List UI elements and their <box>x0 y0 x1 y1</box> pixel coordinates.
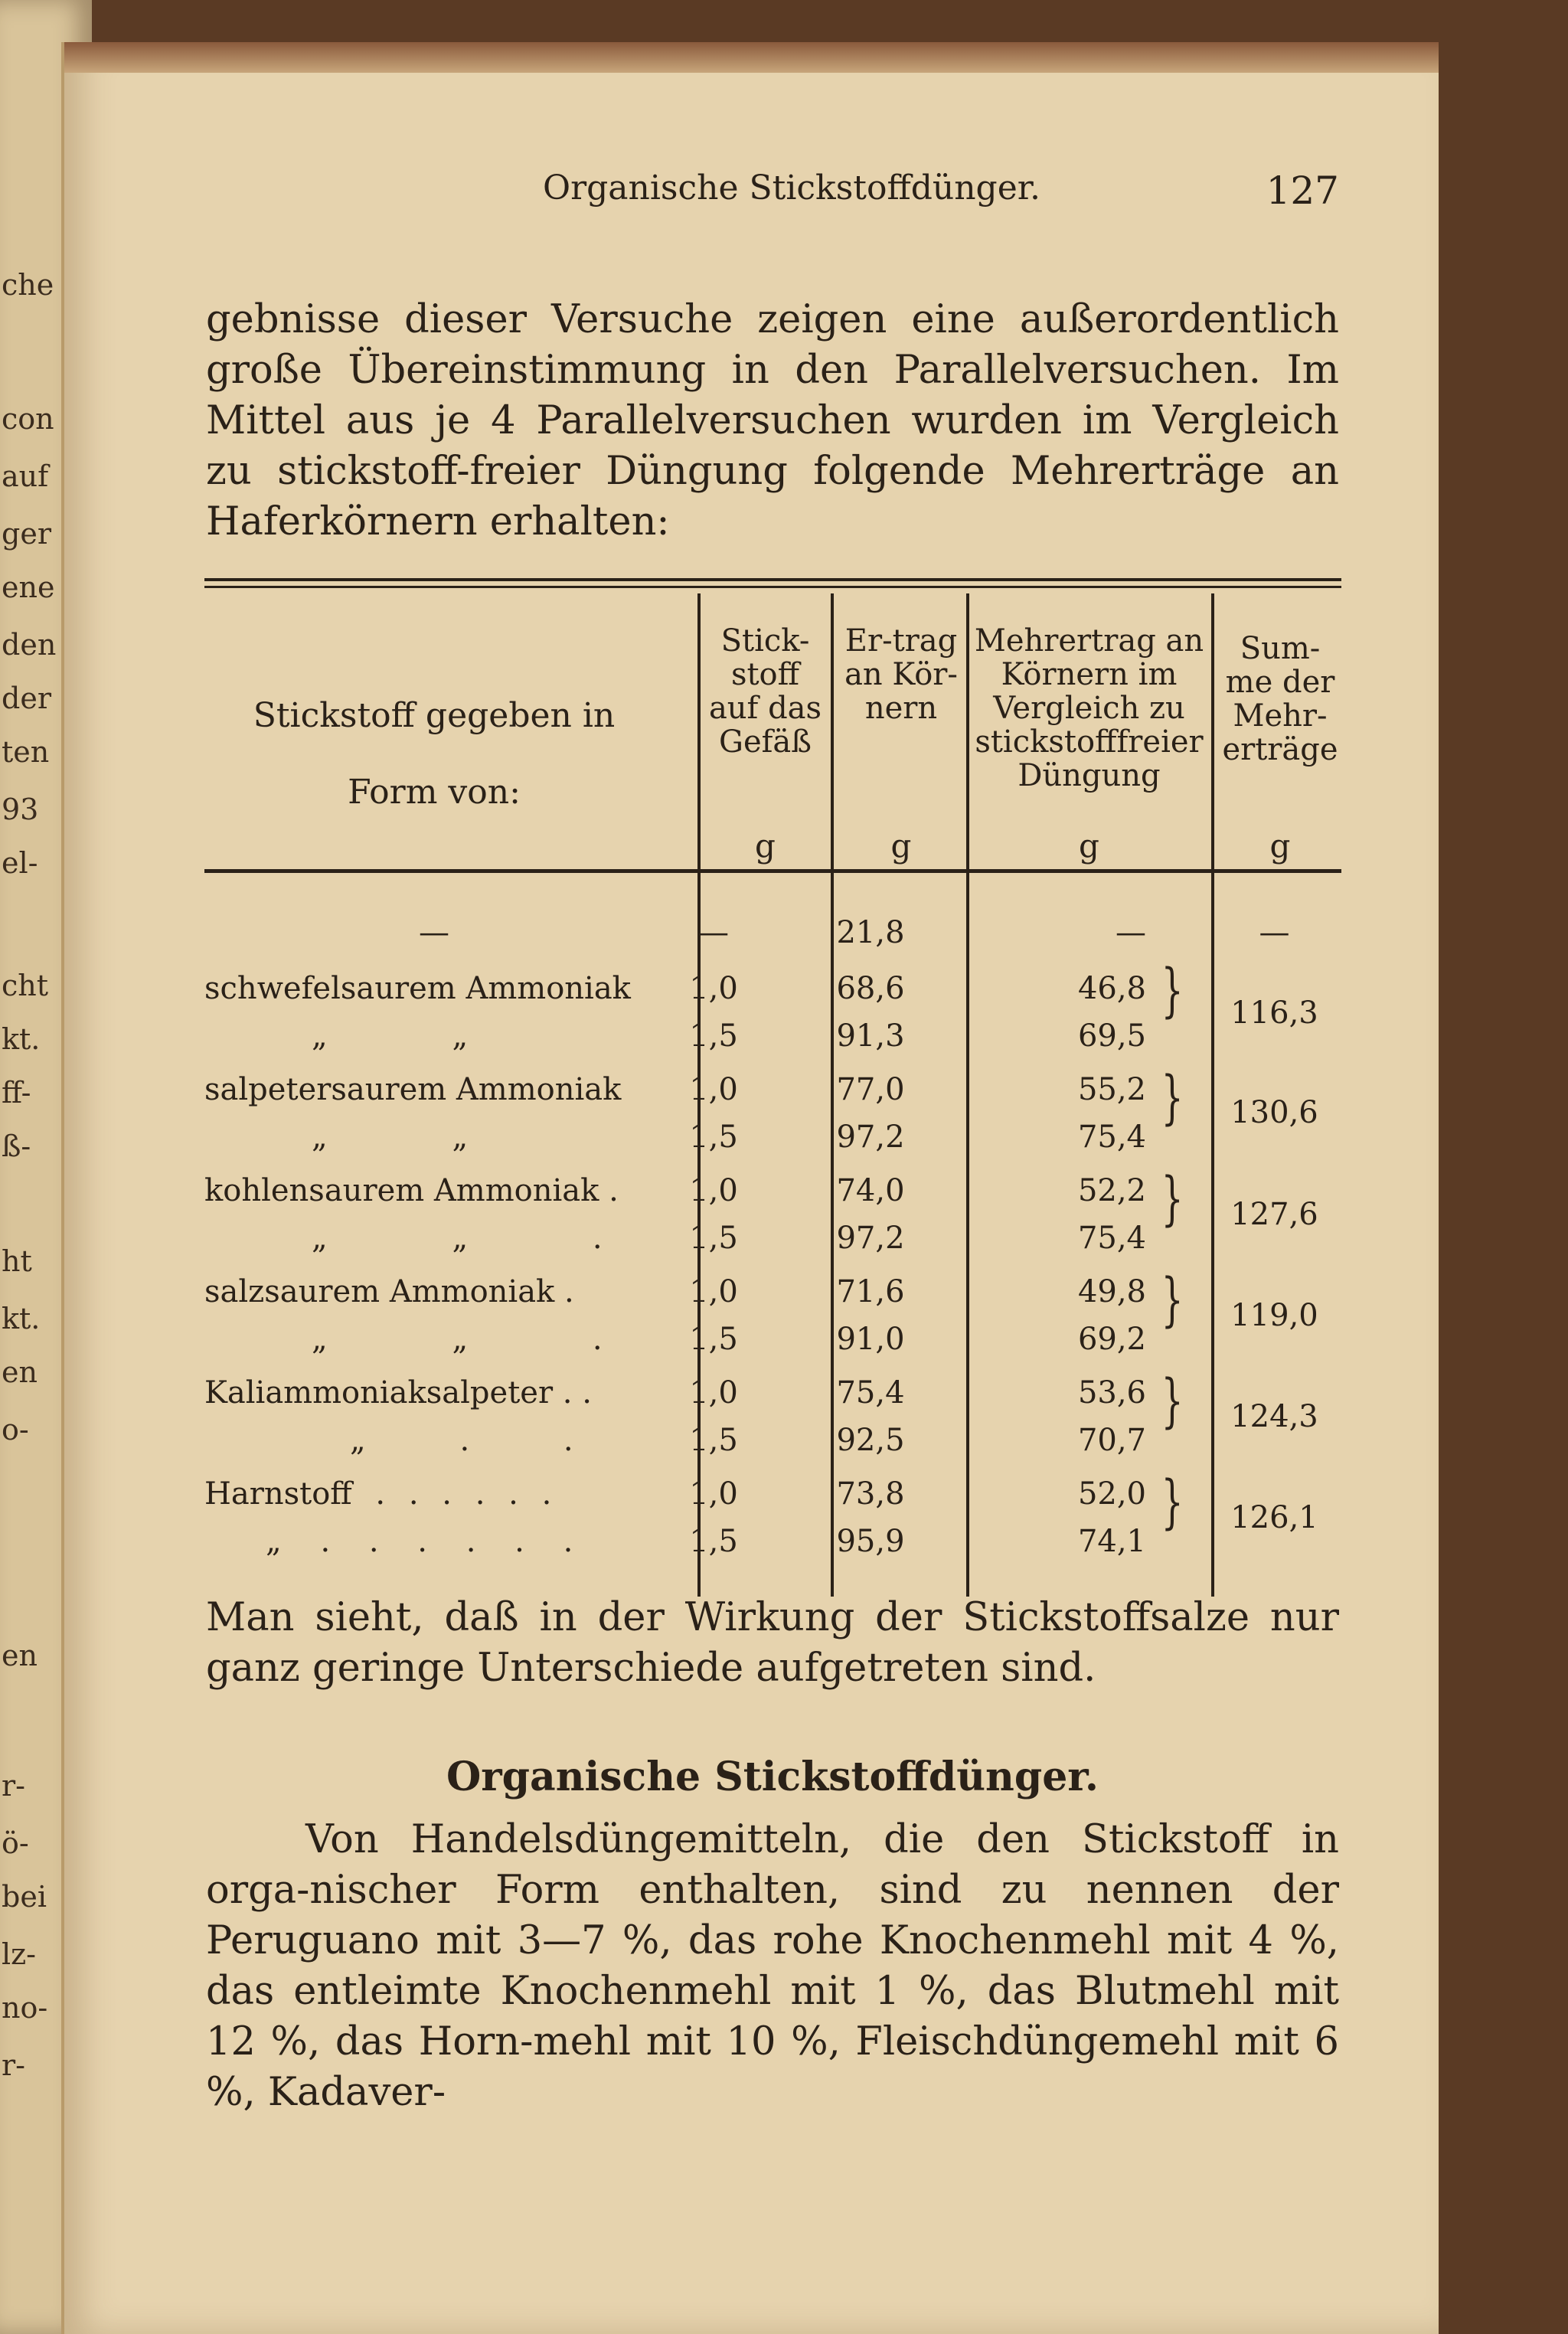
cell-stickstoff: 1,5 <box>689 1120 738 1155</box>
sum-cell: 130,6 <box>1230 1095 1318 1130</box>
cell-ertrag: 73,8 <box>836 1476 905 1512</box>
unit-label: g <box>755 827 776 865</box>
cell-stickstoff: 1,5 <box>689 1423 738 1458</box>
row-label: Harnstoff . . . . . . <box>204 1476 552 1512</box>
sum-cell: 124,3 <box>1230 1399 1318 1434</box>
cell-stickstoff: 1,5 <box>689 1221 738 1256</box>
cell-mehrertrag: 69,2 <box>1077 1322 1146 1357</box>
margin-fragment: ene <box>2 570 55 604</box>
brace-mark: } <box>1161 956 1184 1024</box>
table-header-rule <box>204 869 1341 873</box>
margin-fragment: r- <box>2 2048 26 2082</box>
row-label: „ „ <box>312 1018 469 1054</box>
cell-ertrag: 95,9 <box>836 1524 905 1559</box>
unit-label: g <box>1079 827 1099 865</box>
margin-fragment: r- <box>2 1769 26 1803</box>
margin-fragment: no- <box>2 1991 48 2025</box>
paragraph-organic: Von Handelsdüngemitteln, die den Stickstoff in orga-nischer Form enthalten, sind zu nennen der Peruguano mit 3—7 %, das rohe Knochenmehl mit 4 %, das entleimte Knochenmehl mit 1 %, das Blutmehl mit 12 %, das Horn-mehl mit 10 %, Fleischdüngemehl mit 6 %, Kadaver- <box>206 1817 1339 2115</box>
cell-mehrertrag: 75,4 <box>1077 1120 1146 1155</box>
margin-fragment: 93 <box>2 793 39 826</box>
margin-fragment: ö- <box>2 1826 29 1860</box>
margin-fragment: ht <box>2 1244 32 1278</box>
unit-label: g <box>890 827 912 865</box>
margin-fragment: kt. <box>2 1022 41 1056</box>
cell-stickstoff: 1,0 <box>689 1173 738 1208</box>
row-label: „ . . . . . . <box>266 1524 573 1559</box>
header-form: Stickstoff gegeben in Form von: <box>253 696 616 812</box>
cell-stickstoff: 1,0 <box>689 1476 738 1512</box>
cell-mehrertrag: 46,8 <box>1077 971 1146 1006</box>
margin-fragment: lz- <box>2 1937 37 1971</box>
table-row <box>204 1018 1341 1066</box>
brace-mark: } <box>1161 1164 1184 1232</box>
margin-fragment: en <box>2 1355 38 1389</box>
sum-cell: 127,6 <box>1230 1197 1318 1232</box>
row-label: „ „ . <box>312 1322 603 1357</box>
margin-fragment: en <box>2 1639 38 1672</box>
margin-fragment: che <box>2 268 54 302</box>
margin-fragment: den <box>2 628 57 662</box>
cell-stickstoff: 1,5 <box>689 1322 738 1357</box>
cell-ertrag: 21,8 <box>836 915 905 950</box>
cell-stickstoff: 1,0 <box>689 1072 738 1107</box>
header-mehrertrag: Mehrertrag an Körnern im Vergleich zu stickstofffreier Düngung <box>974 623 1204 793</box>
margin-fragment: auf <box>2 459 49 493</box>
cell-stickstoff: 1,5 <box>689 1524 738 1559</box>
cell-ertrag: 68,6 <box>836 971 905 1006</box>
cell-stickstoff: 1,0 <box>689 1274 738 1309</box>
margin-fragment: kt. <box>2 1302 41 1335</box>
header-ertrag: Er-trag an Kör-nern <box>844 623 958 726</box>
binding-strip <box>64 42 1439 73</box>
row-label: schwefelsaurem Ammoniak <box>204 971 631 1006</box>
cell-mehrertrag: 69,5 <box>1077 1018 1146 1054</box>
cell-mehrertrag: 75,4 <box>1077 1221 1146 1256</box>
cell-mehrertrag: 53,6 <box>1077 1375 1146 1411</box>
row-label: kohlensaurem Ammoniak . <box>204 1173 619 1208</box>
cell-ertrag: 97,2 <box>836 1221 905 1256</box>
cell-ertrag: 71,6 <box>836 1274 905 1309</box>
book-page <box>61 42 1439 2334</box>
margin-fragment: ff- <box>2 1076 31 1110</box>
cell-stickstoff: 1,5 <box>689 1018 738 1054</box>
running-title: Organische Stickstoffdünger. <box>543 168 1040 208</box>
section-heading: Organische Stickstoffdünger. <box>446 1754 1099 1800</box>
cell-ertrag: 77,0 <box>836 1072 905 1107</box>
page-number: 127 <box>1266 168 1339 213</box>
sum-cell: 126,1 <box>1230 1500 1318 1535</box>
row-label: — <box>419 915 449 950</box>
paragraph-conclusion: Man sieht, daß in der Wirkung der Stickstoffsalze nur ganz geringe Unterschiede aufgetreten sind. <box>206 1595 1339 1691</box>
cell-mehrertrag: 52,2 <box>1077 1173 1146 1208</box>
cell-mehrertrag: 52,0 <box>1077 1476 1146 1512</box>
row-label: „ . . <box>350 1423 573 1458</box>
sum-cell: — <box>1259 915 1290 950</box>
cell-stickstoff: 1,0 <box>689 971 738 1006</box>
cell-ertrag: 75,4 <box>836 1375 905 1411</box>
cell-ertrag: 97,2 <box>836 1120 905 1155</box>
margin-fragment: el- <box>2 846 38 880</box>
margin-fragment: cht <box>2 969 49 1002</box>
margin-fragment: bei <box>2 1880 47 1914</box>
margin-fragment: o- <box>2 1413 29 1446</box>
cell-mehrertrag: 49,8 <box>1077 1274 1146 1309</box>
margin-fragment: con <box>2 402 54 436</box>
table-top-rule-2 <box>204 586 1341 588</box>
cell-stickstoff: — <box>698 915 729 950</box>
margin-fragment: ten <box>2 735 50 769</box>
unit-label: g <box>1269 827 1291 865</box>
table-top-rule <box>204 578 1341 581</box>
running-header <box>206 168 1339 230</box>
row-label: salzsaurem Ammoniak . <box>204 1274 574 1309</box>
header-summe: Sum-me der Mehr-erträge <box>1222 631 1338 767</box>
cell-mehrertrag: 55,2 <box>1077 1072 1146 1107</box>
header-stickstoff: Stick-stoff auf das Gefäß <box>708 623 822 760</box>
cell-mehrertrag: 70,7 <box>1077 1423 1146 1458</box>
margin-fragment: ger <box>2 517 51 551</box>
margin-fragment: der <box>2 682 51 715</box>
brace-mark: } <box>1161 1265 1184 1333</box>
row-label: Kaliammoniaksalpeter . . <box>204 1375 592 1411</box>
cell-mehrertrag: — <box>1116 915 1146 950</box>
sum-cell: 116,3 <box>1230 995 1318 1031</box>
cell-stickstoff: 1,0 <box>689 1375 738 1411</box>
cell-mehrertrag: 74,1 <box>1077 1524 1146 1559</box>
sum-cell: 119,0 <box>1230 1298 1318 1333</box>
cell-ertrag: 92,5 <box>836 1423 905 1458</box>
row-label: „ „ <box>312 1120 469 1155</box>
row-label: salpetersaurem Ammoniak <box>204 1072 622 1107</box>
cell-ertrag: 91,3 <box>836 1018 905 1054</box>
cell-ertrag: 74,0 <box>836 1173 905 1208</box>
row-label: „ „ . <box>312 1221 603 1256</box>
cell-ertrag: 91,0 <box>836 1322 905 1357</box>
brace-mark: } <box>1161 1467 1184 1535</box>
paragraph-intro: gebnisse dieser Versuche zeigen eine außerordentlich große Übereinstimmung in den Parallelversuchen. Im Mittel aus je 4 Parallelversuchen wurden im Vergleich zu stickstoff-freier Düngung folgende Mehrerträge an Haferkörnern erhalten: <box>206 297 1339 544</box>
brace-mark: } <box>1161 1366 1184 1434</box>
brace-mark: } <box>1161 1063 1184 1131</box>
margin-fragment: ß- <box>2 1129 31 1163</box>
